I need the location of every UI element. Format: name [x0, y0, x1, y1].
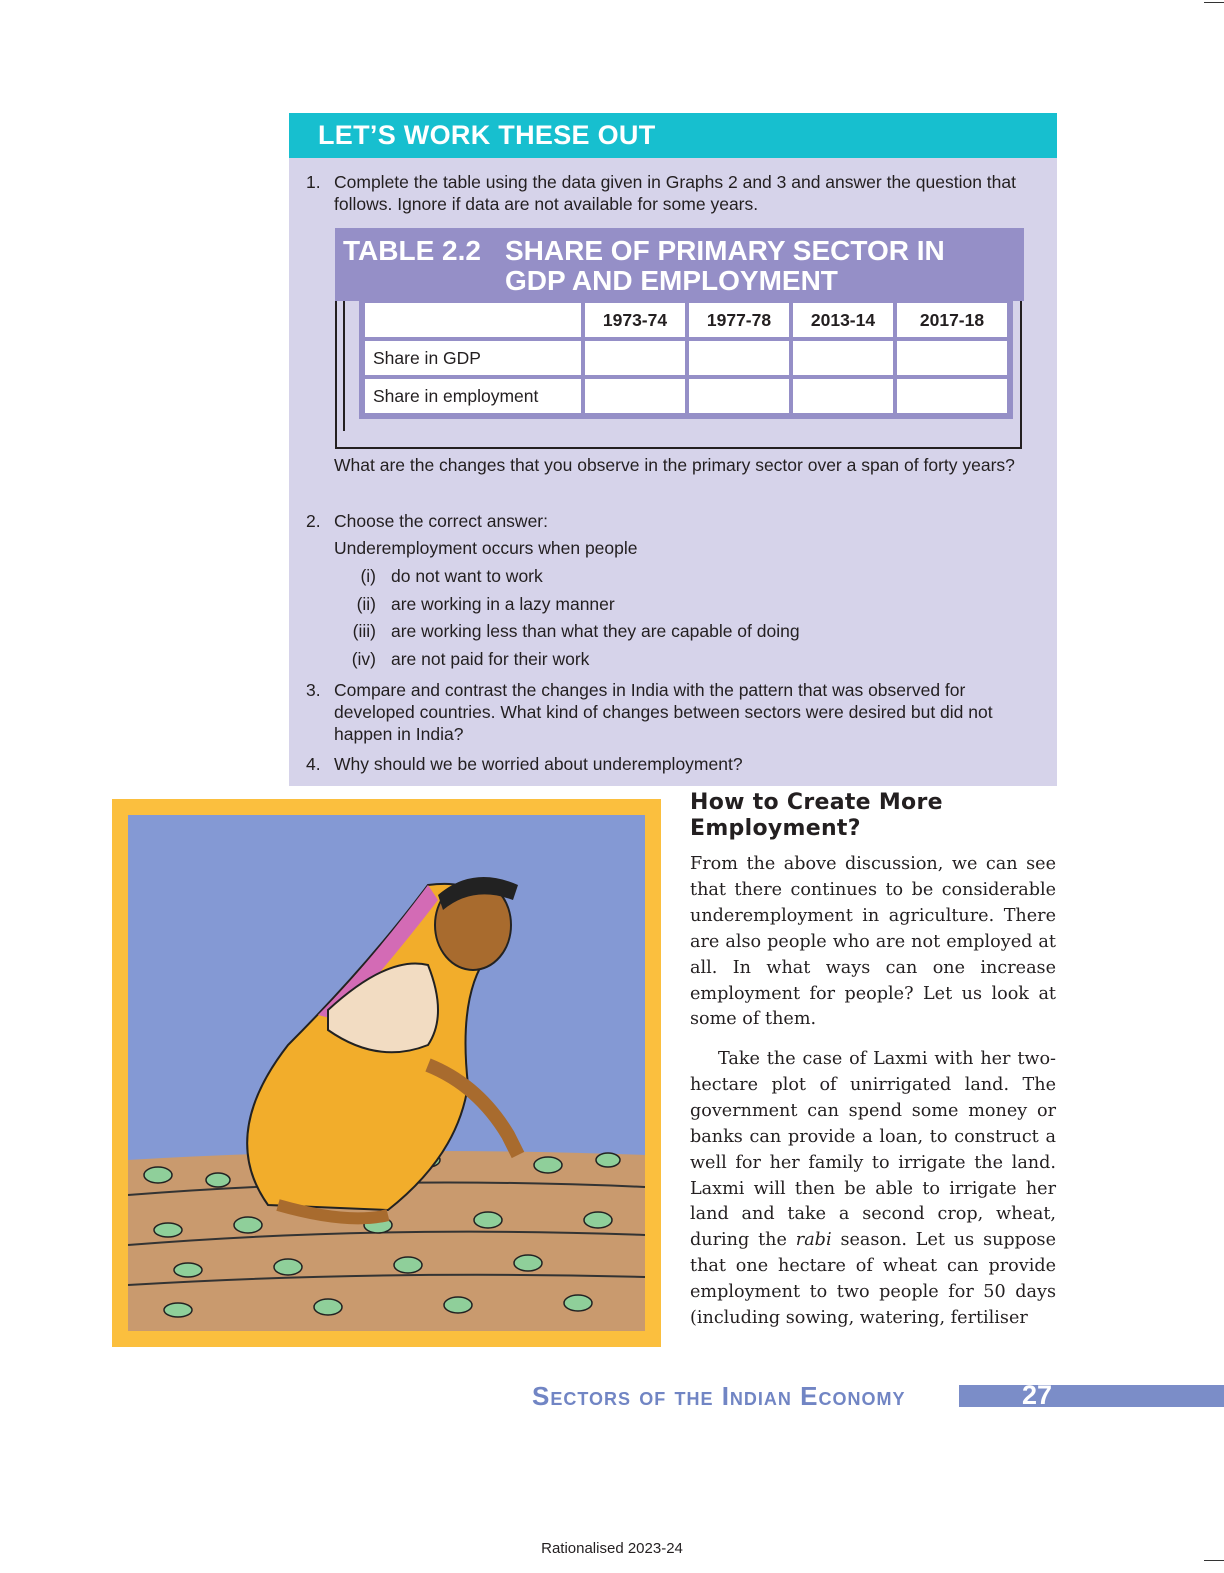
- question-2: [306, 510, 1028, 559]
- option-text: are not paid for their work: [391, 649, 590, 669]
- woman-farming-illustration: [128, 815, 645, 1331]
- table-cell: [687, 377, 791, 415]
- text: Take the case of Laxmi with her two-hectare plot of unirrigated land. The government can spend some money or banks can provide a loan, to construct a well for her family to irrigate the land. Laxmi will then be able to irrigate her land and take a second crop, wheat, during the: [690, 1049, 1056, 1251]
- option-number: (iii): [352, 621, 376, 641]
- paragraph: [690, 1047, 1056, 1332]
- table-cell: [895, 339, 1009, 377]
- question-text: Why should we be worried about underemployment?: [334, 754, 743, 774]
- exercise-box: [289, 113, 1057, 786]
- column-header: 2017-18: [895, 301, 1009, 339]
- crop-mark: [1204, 2, 1224, 3]
- table-label: TABLE 2.2: [343, 235, 481, 266]
- question-number: 3.: [306, 680, 321, 700]
- crop-mark: [1204, 1560, 1224, 1561]
- column-header: 1973-74: [583, 301, 687, 339]
- table-cell: [583, 339, 687, 377]
- table-row: [363, 377, 1009, 415]
- option: [352, 620, 800, 642]
- table-cell: [791, 339, 895, 377]
- table-title: SHARE OF PRIMARY SECTOR IN GDP AND EMPLOYMENT: [505, 235, 945, 296]
- table-cell: [791, 377, 895, 415]
- question-stem: Underemployment occurs when people: [334, 538, 638, 558]
- column-header: 2013-14: [791, 301, 895, 339]
- option: [360, 565, 543, 587]
- question-1-followup: [306, 454, 1028, 476]
- page-number: 27: [1022, 1380, 1053, 1410]
- divider: [343, 301, 345, 431]
- option-number: (iv): [351, 649, 376, 669]
- question-text: Compare and contrast the changes in India with the pattern that was observed for developed countries. What kind of changes between sectors were desired but did not happen in India?: [334, 680, 993, 744]
- column-header: 1977-78: [687, 301, 791, 339]
- table-2-2: [335, 228, 1022, 449]
- italic-term: rabi: [795, 1230, 832, 1251]
- option: [356, 593, 615, 615]
- option-text: do not want to work: [391, 566, 543, 586]
- option: [351, 648, 590, 670]
- question-number: 2.: [306, 511, 321, 531]
- question-1: [306, 171, 1028, 215]
- question-4: [306, 753, 1028, 775]
- rationalised-note: Rationalised 2023-24: [541, 1540, 683, 1557]
- row-header: Share in employment: [363, 377, 583, 415]
- option-number: (i): [360, 566, 376, 586]
- table-row: [363, 339, 1009, 377]
- row-header: Share in GDP: [363, 339, 583, 377]
- question-text: What are the changes that you observe in the primary sector over a span of forty years?: [334, 455, 1015, 475]
- paragraph: From the above discussion, we can see that there continues to be considerable underemployment in agriculture. There are also people who are not employed at all. In what ways can one increase employment for people? Let us look at some of them.: [690, 854, 1056, 1030]
- question-text: Choose the correct answer:: [334, 511, 548, 531]
- question-text: Complete the table using the data given in Graphs 2 and 3 and answer the question that follows. Ignore if data are not available for some years.: [334, 172, 1016, 214]
- question-3: [306, 679, 1028, 745]
- exercise-title: LET’S WORK THESE OUT: [289, 113, 1057, 158]
- table-caption: [335, 228, 1024, 301]
- option-number: (ii): [356, 594, 376, 614]
- text: season. Let us suppose that one hectare of wheat can provide employment to two people for 50 days (including sowing, watering, fertiliser: [690, 1230, 1056, 1329]
- table-cell: [895, 377, 1009, 415]
- footer-title: Sectors of the Indian Economy: [532, 1381, 906, 1411]
- table-cell: [687, 339, 791, 377]
- footer-bar: [959, 1385, 1224, 1407]
- illustration-frame: [112, 799, 661, 1347]
- data-table: [359, 301, 1013, 419]
- option-text: are working in a lazy manner: [391, 594, 615, 614]
- table-cell: [583, 377, 687, 415]
- option-text: are working less than what they are capable of doing: [391, 621, 800, 641]
- table-cell: [363, 301, 583, 339]
- section-heading: How to Create More Employment?: [690, 790, 943, 841]
- question-number: 4.: [306, 754, 321, 774]
- question-number: 1.: [306, 172, 321, 192]
- table-header-row: [363, 301, 1009, 339]
